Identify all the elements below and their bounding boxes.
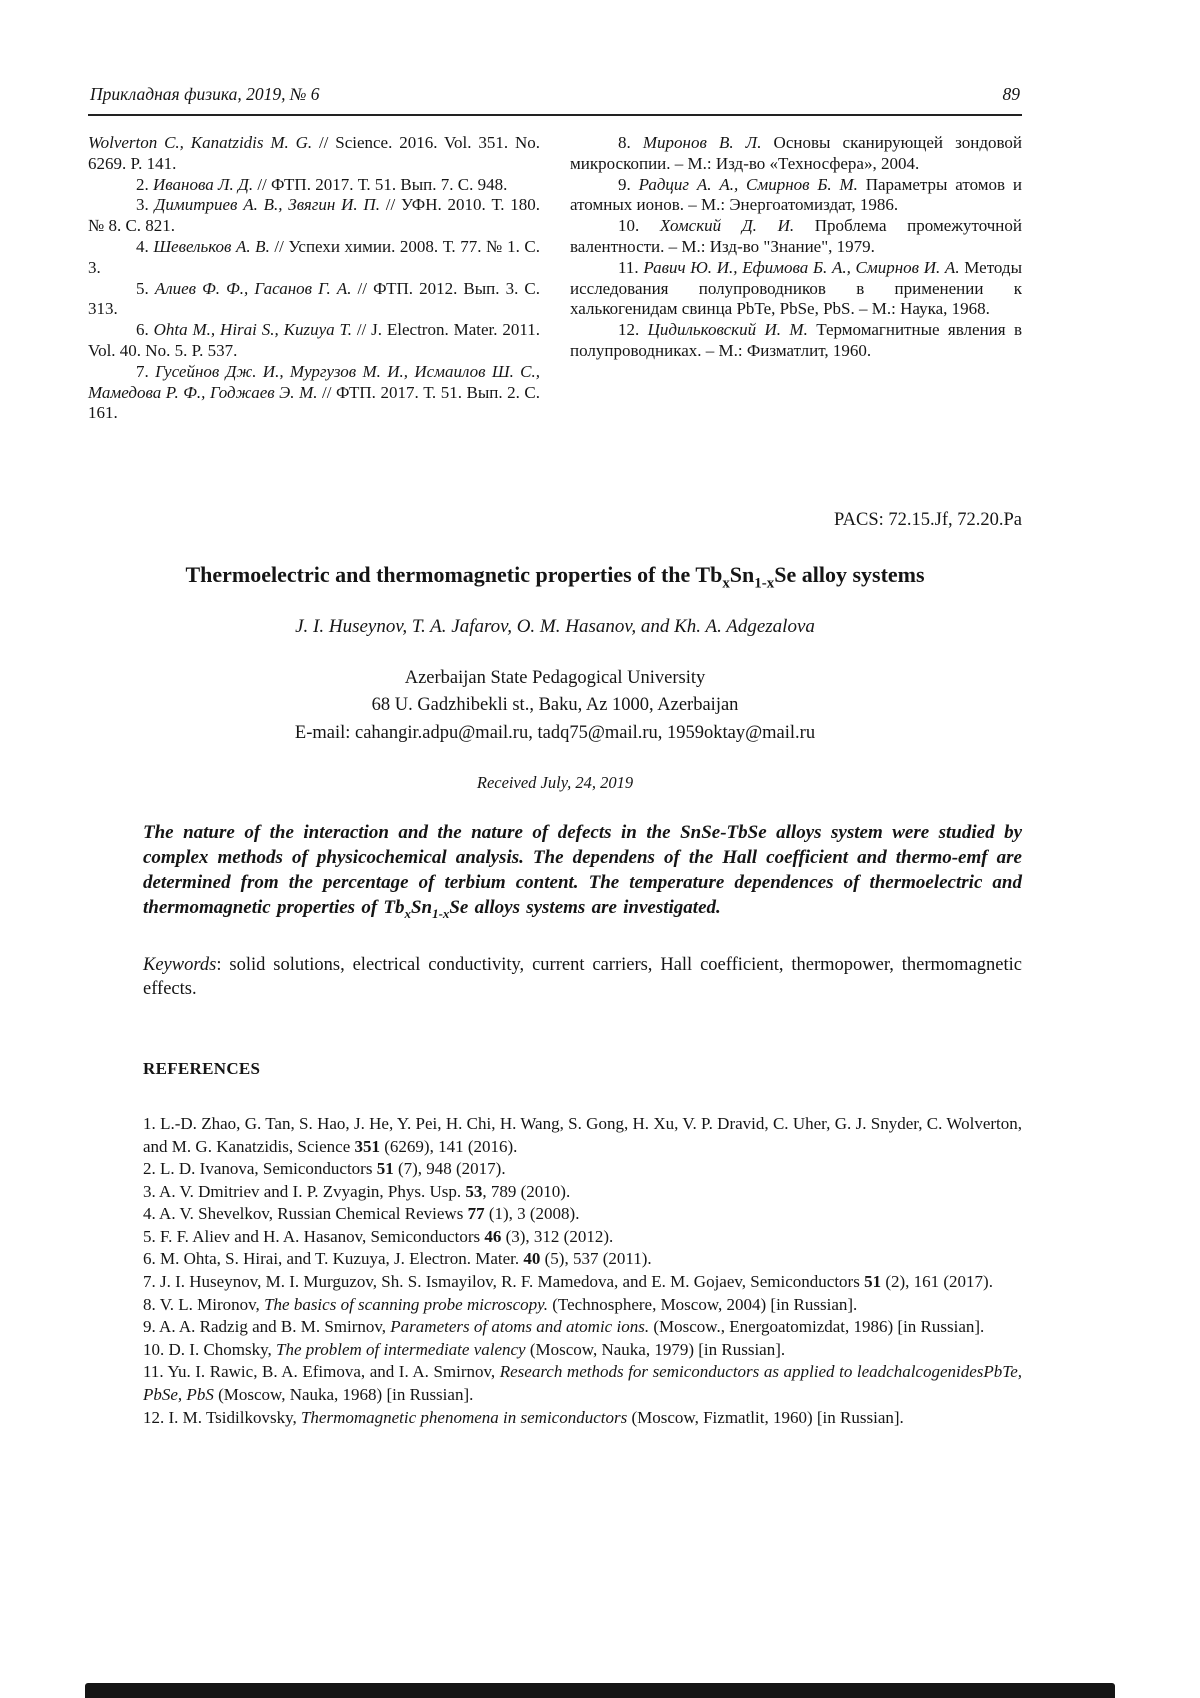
text-segment: Wolverton C., Kanatzidis M. G. [88, 133, 313, 152]
text-segment: Keywords [143, 954, 217, 975]
text-segment: 5. F. F. Aliev and H. A. Hasanov, Semiconductors [143, 1226, 485, 1246]
text-segment: Алиев Ф. Ф., Гасанов Г. А. [154, 278, 352, 298]
text-segment: 46 [484, 1226, 502, 1246]
reference-item [88, 237, 540, 279]
text-segment: 9. [618, 174, 639, 194]
text-segment: Иванова Л. Д. [153, 174, 254, 194]
text-segment: 12. [618, 320, 648, 340]
reference-item [570, 320, 1022, 362]
text-segment: 2. L. D. Ivanova, Semiconductors [143, 1159, 377, 1179]
text-segment: Равич Ю. И., Ефимова Б. А., Смирнов И. А. [643, 257, 960, 277]
text-segment: 8. V. L. Mironov, [143, 1294, 265, 1314]
text-segment: : solid solutions, electrical conductivity, current carriers, Hall coefficient, thermopower, thermomagnetic effects. [143, 954, 1022, 999]
reference-item [88, 175, 540, 196]
text-segment: Parameters of atoms and atomic ions. [390, 1317, 650, 1337]
text-segment: 6. M. Ohta, S. Hirai, and T. Kuzuya, J. Electron. Mater. [143, 1249, 524, 1269]
page-number: 89 [1002, 84, 1020, 104]
references-column-left [88, 133, 540, 424]
reference-item [143, 1248, 1022, 1271]
text-segment: (5), 537 (2011). [540, 1249, 652, 1269]
text-segment: 1-x [754, 575, 775, 592]
text-segment: 7. [136, 361, 156, 381]
affiliation-block [88, 665, 1022, 748]
text-segment: 53 [465, 1181, 483, 1201]
text-segment: 40 [523, 1249, 541, 1269]
reference-item [88, 320, 540, 362]
text-segment: (3), 312 (2012). [501, 1226, 614, 1246]
reference-item [143, 1203, 1022, 1226]
text-segment: Se alloys systems are investigated. [449, 896, 721, 918]
text-segment: (2), 161 (2017). [881, 1272, 993, 1292]
text-segment: x [404, 905, 411, 921]
text-segment: 351 [354, 1136, 380, 1156]
text-segment: // Science. 2016. Vol. 351. No. 6269. P. 141. [88, 133, 540, 173]
text-segment: (Moscow, Nauka, 1979) [in Russian]. [525, 1339, 786, 1359]
text-segment: // УФН. 2010. Т. 180. № 8. С. 821. [88, 195, 541, 236]
reference-item [88, 133, 540, 175]
reference-item [570, 175, 1022, 217]
text-segment: 1-x [432, 905, 450, 921]
text-segment: Радциг А. А., Смирнов Б. М. [638, 174, 858, 194]
text-segment: (Technosphere, Moscow, 2004) [in Russian]. [548, 1294, 858, 1314]
text-segment: // ФТП. 2017. Т. 51. Вып. 7. С. 948. [253, 174, 508, 194]
affiliation-address: 68 U. Gadzhibekli st., Baku, Az 1000, Azerbaijan [371, 695, 739, 716]
affiliation-emails: E-mail: cahangir.adpu@mail.ru, tadq75@mail.ru, 1959oktay@mail.ru [294, 723, 816, 744]
text-segment: 77 [467, 1204, 485, 1224]
authors-line: J. I. Huseynov, T. A. Jafarov, O. M. Hasanov, and Kh. A. Adgezalova [295, 615, 815, 637]
text-segment: Димитриев А. В., Звягин И. П. [154, 195, 380, 215]
reference-item [570, 133, 1022, 175]
text-segment: (Moscow., Energoatomizdat, 1986) [in Russian]. [649, 1317, 985, 1337]
text-segment: The basics of scanning probe microscopy. [264, 1294, 548, 1314]
references-english [143, 1113, 1022, 1429]
text-segment: 3. A. V. Dmitriev and I. P. Zvyagin, Phys. Usp. [143, 1181, 466, 1201]
scan-artifact-bar [85, 1683, 1115, 1698]
text-segment: 11. Yu. I. Rawic, B. A. Efimova, and I. A. Smirnov, [143, 1362, 500, 1382]
text-segment: x [722, 575, 730, 592]
russian-references-section [88, 133, 1022, 424]
reference-item [143, 1316, 1022, 1339]
reference-item [143, 1339, 1022, 1362]
text-segment: // J. Electron. Mater. 2011. Vol. 40. No. 5. P. 537. [88, 320, 540, 360]
article-body-block [143, 820, 1022, 1429]
text-segment: Thermoelectric and thermomagnetic properties of the Tb [185, 562, 723, 588]
text-segment: 12. I. M. Tsidilkovsky, [143, 1407, 301, 1427]
reference-item [143, 1181, 1022, 1204]
reference-item [570, 216, 1022, 258]
article-title [88, 561, 1022, 592]
reference-item [143, 1226, 1022, 1249]
reference-item [143, 1407, 1022, 1430]
reference-item [143, 1271, 1022, 1294]
text-segment: Параметры атомов и атомных ионов. – М.: Энергоатомиздат, 1986. [570, 174, 1022, 215]
text-segment: 4. A. V. Shevelkov, Russian Chemical Reviews [143, 1204, 468, 1224]
text-segment: 4. [136, 236, 154, 256]
text-segment: Thermomagnetic phenomena in semiconductors [300, 1407, 628, 1427]
text-segment: 1. L.-D. Zhao, G. Tan, S. Hao, J. He, Y. Pei, H. Chi, H. Wang, S. Gong, H. Xu, V. P. Dravid, C. Uher, G. J. Snyder, C. Wolverton, and M. G. Kanatzidis, Science [143, 1113, 1022, 1156]
reference-item [143, 1294, 1022, 1317]
text-segment: (Moscow, Nauka, 1968) [in Russian]. [213, 1385, 474, 1405]
reference-item [570, 258, 1022, 320]
text-segment: 8. [618, 133, 643, 152]
text-segment: Основы сканирующей зондовой микроскопии. – М.: Изд-во «Техносфера», 2004. [570, 133, 1023, 173]
reference-item [88, 195, 540, 237]
text-segment: 7. J. I. Huseynov, M. I. Murguzov, Sh. S. Ismayilov, R. F. Mamedova, and E. M. Gojaev, Semiconductors [143, 1272, 865, 1292]
text-segment: Проблема промежуточной валентности. – М.: Изд-во "Знание", 1979. [570, 216, 1022, 256]
text-segment: Ohta M., Hirai S., Kuzuya T. [153, 320, 352, 340]
text-segment: Миронов В. Л. [642, 133, 762, 152]
text-segment: (7), 948 (2017). [393, 1159, 506, 1179]
text-segment: 11. [618, 257, 644, 277]
text-segment: 9. A. A. Radzig and B. M. Smirnov, [143, 1317, 391, 1337]
text-segment: 3. [136, 195, 155, 215]
text-segment: Цидильковский И. М. [647, 320, 808, 340]
text-segment: Sn [729, 562, 755, 588]
affiliation-university: Azerbaijan State Pedagogical University [404, 667, 706, 688]
text-segment: Методы исследования полупроводников в применении к халькогенидам свинца PbTe, PbSe, PbS. – М.: Наука, 1968. [570, 257, 1022, 319]
text-segment: Хомский Д. И. [659, 216, 795, 236]
pacs-codes: PACS: 72.15.Jf, 72.20.Pa [834, 510, 1022, 531]
text-segment: Термомагнитные явления в полупроводниках. – М.: Физматлит, 1960. [570, 320, 1023, 360]
text-segment: The problem of intermediate valency [276, 1339, 526, 1359]
reference-item [88, 279, 540, 321]
text-segment: // Успехи химии. 2008. Т. 77. № 1. С. 3. [88, 236, 540, 277]
text-segment: 10. D. I. Chomsky, [143, 1339, 277, 1359]
text-segment: 5. [136, 278, 155, 298]
reference-item [143, 1113, 1022, 1158]
received-date: Received July, 24, 2019 [476, 772, 634, 792]
text-segment: Шевельков А. В. [153, 236, 270, 256]
text-segment: 10. [618, 216, 660, 236]
text-segment: 6. [136, 320, 154, 340]
reference-item [143, 1158, 1022, 1181]
text-segment: (6269), 141 (2016). [380, 1136, 518, 1156]
text-segment: 51 [864, 1272, 882, 1292]
text-segment: 51 [376, 1159, 394, 1179]
text-segment: Sn [410, 896, 433, 918]
keywords [143, 953, 1022, 1001]
text-segment: (Moscow, Fizmatlit, 1960) [in Russian]. [627, 1407, 904, 1427]
text-segment: 2. [136, 174, 153, 194]
text-segment: (1), 3 (2008). [484, 1204, 580, 1224]
text-segment: Se alloy systems [774, 562, 925, 588]
text-segment: Гусейнов Дж. И., Мургузов М. И., Исмаилов Ш. С., Мамедова Р. Ф., Годжаев Э. М. [88, 361, 540, 402]
reference-item [88, 362, 540, 424]
abstract [143, 820, 1022, 920]
text-segment: // ФТП. 2012. Вып. 3. С. 313. [88, 278, 540, 319]
text-segment: The nature of the interaction and the nature of defects in the SnSe-TbSe alloys system were studied by complex methods of physicochemical analysis. The dependens of the Hall coefficient and thermo-emf are determined from the percentage of terbium content. The temperature dependences of thermoelectric and thermomagnetic properties of Tb [143, 821, 1022, 918]
reference-item [143, 1361, 1022, 1406]
text-segment: Research methods for semiconductors as applied to leadchalcogenidesPbTe, PbSe, PbS [143, 1362, 1022, 1405]
references-heading: REFERENCES [143, 1058, 261, 1078]
references-column-right [570, 133, 1022, 424]
text-segment: // ФТП. 2017. Т. 51. Вып. 2. С. 161. [88, 382, 540, 423]
journal-title: Прикладная физика, 2019, № 6 [90, 84, 320, 104]
page-header [88, 84, 1022, 116]
text-segment: , 789 (2010). [482, 1181, 571, 1201]
